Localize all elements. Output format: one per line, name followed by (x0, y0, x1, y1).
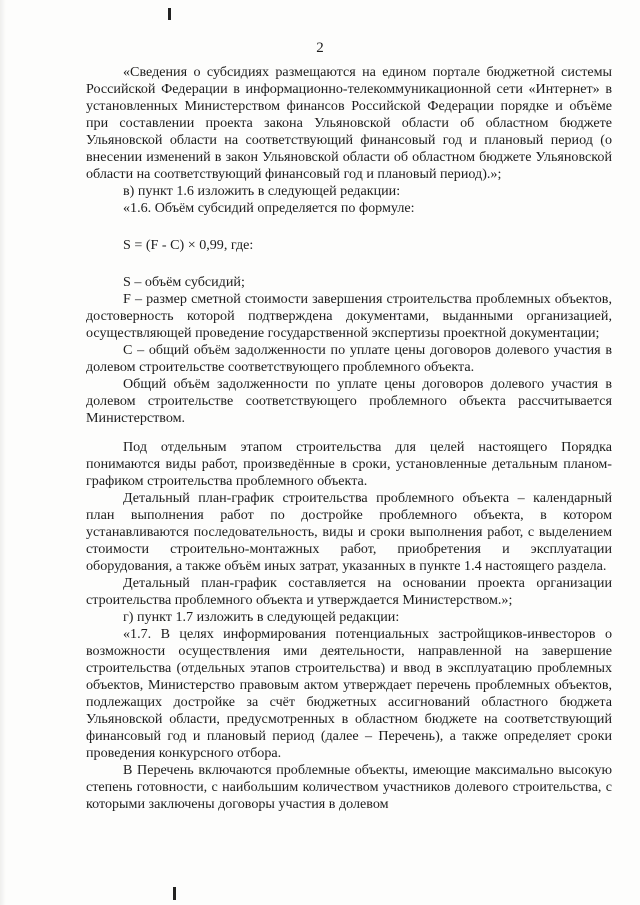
paragraph-f-definition: F – размер сметной стоимости завершения строительства проблемных объектов, достоверность которой подтверждена документами, выданными организацией, осуществляющей проведение государственной экспертизы проектной документации; (86, 291, 612, 341)
paragraph-1-7: «1.7. В целях информирования потенциальных застройщиков-инвесторов о возможности осуществления ими деятельности, направленной на завершение строительства (отдельных этапов строительства) и ввод в эксплуатацию проблемных объектов, Министерство правовым актом утверждает перечень проблемных объектов, подлежащих достройке за счёт бюджетных ассигнований областного бюджета Ульяновской области, предусмотренных в областном бюджете на соответствующий финансовый год и плановый период (далее – Перечень), а также определяет сроки проведения конкурсного отбора. (86, 626, 612, 761)
paragraph-item-g: г) пункт 1.7 изложить в следующей редакции: (123, 609, 400, 625)
paragraph-stage-definition: Под отдельным этапом строительства для целей настоящего Порядка понимаются виды работ, произведённые в сроки, установленные детальным планом-графиком строительства проблемного объекта. (86, 439, 612, 489)
binding-mark-top (168, 8, 171, 20)
paragraph-item-v: в) пункт 1.6 изложить в следующей редакции: (123, 183, 401, 199)
formula: S = (F - C) × 0,99, где: (123, 237, 254, 253)
paragraph-1-6-heading: «1.6. Объём субсидий определяется по формуле: (123, 200, 415, 216)
binding-mark-bottom (173, 887, 176, 900)
paragraph-schedule-approval: Детальный план-график составляется на основании проекта организации строительства проблемного объекта и утверждается Министерством.»; (86, 575, 612, 608)
paragraph-schedule-definition: Детальный план-график строительства проблемного объекта – календарный план выполнения работ по достройке проблемного объекта, в котором устанавливаются последовательность, виды и сроки выполнения работ, с выделением стоимости строительно-монтажных работ, приобретения и эксплуатации оборудования, а также объём иных затрат, указанных в пункте 1.4 настоящего раздела. (86, 490, 612, 574)
paragraph-debt-calculation: Общий объём задолженности по уплате цены договоров долевого участия в долевом строительстве соответствующего проблемного объекта рассчитывается Министерством. (86, 376, 612, 426)
page-number: 2 (316, 40, 324, 56)
scan-edge-shadow (0, 0, 6, 905)
paragraph-subsidy-info: «Сведения о субсидиях размещаются на едином портале бюджетной системы Российской Федерации в информационно-телекоммуникационной сети «Интернет» в установленных Министерством финансов Российской Федерации порядке и объёме при составлении проекта закона Ульяновской области об областном бюджете Ульяновской области на соответствующий финансовый год и плановый период (о внесении изменений в закон Ульяновской области об областном бюджете Ульяновской области на соответствующий финансовый год и плановый период).»; (86, 64, 612, 182)
paragraph-list-inclusion: В Перечень включаются проблемные объекты, имеющие максимально высокую степень готовности, с наибольшим количеством участников долевого строительства, с которыми заключены договоры участия в долевом (86, 762, 612, 812)
paragraph-c-definition: С – общий объём задолженности по уплате цены договоров долевого участия в долевом строительстве соответствующего проблемного объекта. (86, 342, 612, 375)
document-body (86, 64, 612, 813)
paragraph-s-definition: S – объём субсидий; (123, 274, 245, 290)
